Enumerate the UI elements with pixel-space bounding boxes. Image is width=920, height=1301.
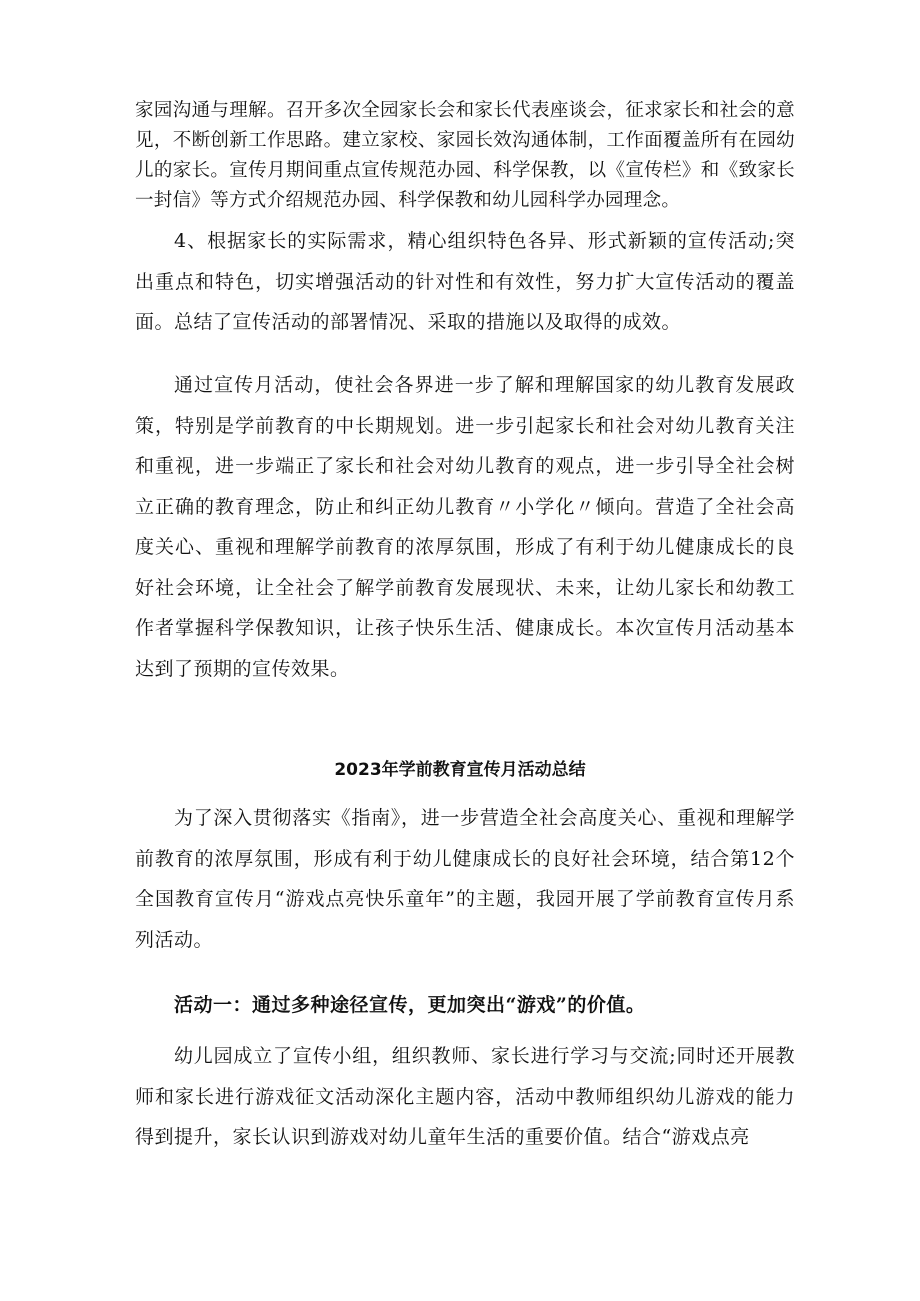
section-title: 2023年学前教育宣传月活动总结 [334,760,586,780]
intro-paragraph: 为了深入贯彻落实《指南》，进一步营造全社会高度关心、重视和理解学前教育的浓厚氛围，形成有利于幼儿健康成长的良好社会环境，结合第12个全国教育宣传月“游戏点亮快乐童年”的主题，我园开展了学前教育宣传月系列活动。 [135,807,795,951]
activity-1-body: 幼儿园成立了宣传小组，组织教师、家长进行学习与交流;同时还开展教师和家长进行游戏征文活动深化主题内容，活动中教师组织幼儿游戏的能力得到提升，家长认识到游戏对幼儿童年生活的重要价值。结合“游戏点亮 [135,1045,795,1148]
activity-1-heading: 活动一：通过多种途径宣传，更加突出“游戏”的价值。 [174,994,646,1016]
result-paragraph: 通过宣传月活动，使社会各界进一步了解和理解国家的幼儿教育发展政策，特别是学前教育的中长期规划。进一步引起家长和社会对幼儿教育关注和重视，进一步端正了家长和社会对幼儿教育的观点，进一步引导全社会树立正确的教育理念，防止和纠正幼儿教育〃小学化〃倾向。营造了全社会高度关心、重视和理解学前教育的浓厚氛围，形成了有利于幼儿健康成长的良好社会环境，让全社会了解学前教育发展现状、未来，让幼儿家长和幼教工作者掌握科学保教知识，让孩子快乐生活、健康成长。本次宣传月活动基本达到了预期的宣传效果。 [135,374,795,680]
continued-paragraph: 家园沟通与理解。召开多次全园家长会和家长代表座谈会，征求家长和社会的意见，不断创新工作思路。建立家校、家园长效沟通体制，工作面覆盖所有在园幼儿的家长。宣传月期间重点宣传规范办园、科学保教，以《宣传栏》和《致家长一封信》等方式介绍规范办园、科学保教和幼儿园科学办园理念。 [135,100,795,211]
item-4-paragraph: 4、根据家长的实际需求，精心组织特色各异、形式新颖的宣传活动;突出重点和特色，切实增强活动的针对性和有效性，努力扩大宣传活动的覆盖面。总结了宣传活动的部署情况、采取的措施以及取得的成效。 [135,230,795,333]
